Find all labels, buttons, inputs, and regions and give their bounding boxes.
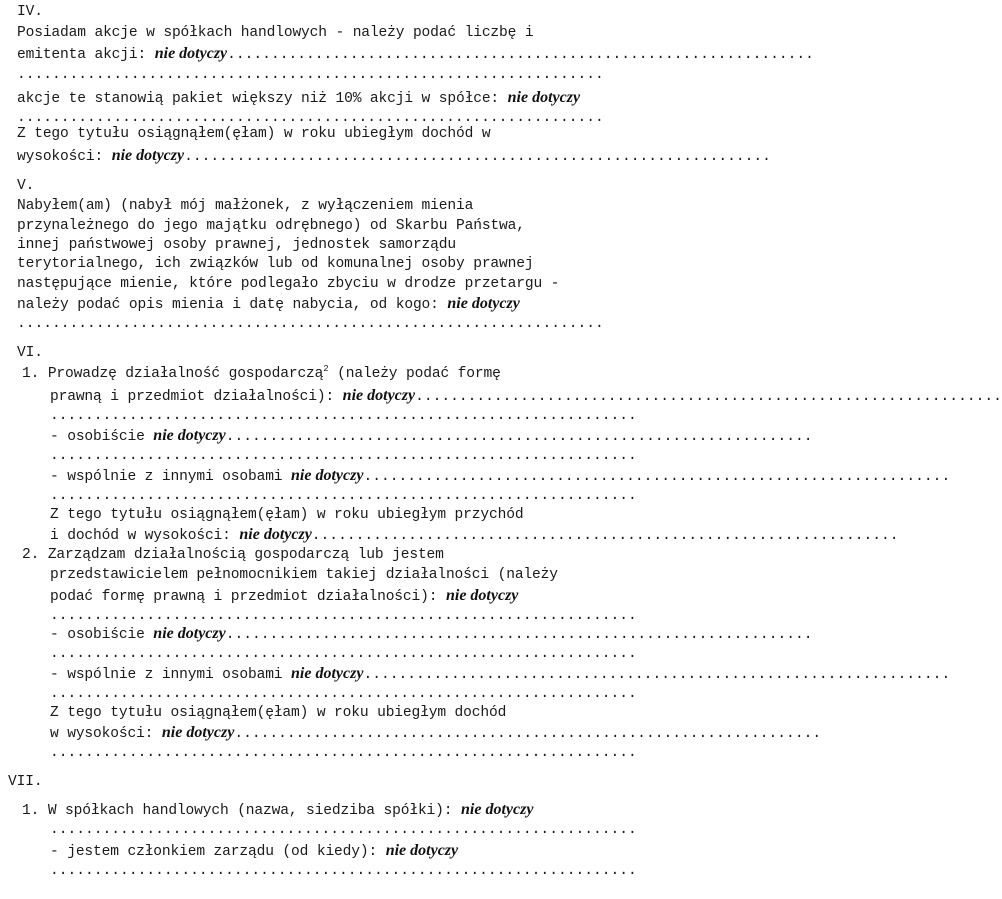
section-vii-line: - jestem członkiem zarządu (od kiedy): nie dotyczy	[50, 842, 459, 860]
dotted-fill-line: ...................................................................	[50, 488, 637, 504]
section-iv-line: Z tego tytułu osiągnąłem(ęłam) w roku ubiegłym dochód w	[17, 126, 491, 142]
section-iv-heading: IV.	[17, 4, 43, 20]
section-iv-line: Posiadam akcje w spółkach handlowych - należy podać liczbę i	[17, 25, 534, 41]
answer-not-applicable: nie dotyczy	[153, 427, 226, 444]
section-vi-line: w wysokości: nie dotyczy...................................................................	[50, 724, 822, 742]
answer-not-applicable: nie dotyczy	[447, 295, 520, 312]
dotted-fill-line: ...................................................................	[50, 822, 637, 838]
answer-not-applicable: nie dotyczy	[153, 625, 226, 642]
section-v-line: terytorialnego, ich związków lub od komunalnej osoby prawnej	[17, 256, 534, 272]
section-vi-line: 2. Zarządzam działalnością gospodarczą lub jestem	[22, 547, 444, 563]
section-vii-line: 1. W spółkach handlowych (nazwa, siedziba spółki): nie dotyczy	[22, 801, 534, 819]
answer-not-applicable: nie dotyczy	[239, 526, 312, 543]
section-vi-line: Z tego tytułu osiągnąłem(ęłam) w roku ubiegłym dochód	[50, 705, 507, 721]
section-v-line: następujące mienie, które podlegało zbyciu w drodze przetargu -	[17, 276, 560, 292]
answer-not-applicable: nie dotyczy	[291, 467, 364, 484]
answer-not-applicable: nie dotyczy	[154, 45, 228, 62]
section-v-line: przynależnego do jego majątku odrębnego) od Skarbu Państwa,	[17, 218, 525, 234]
section-iv-line: wysokości: nie dotyczy...................................................................	[17, 147, 771, 165]
answer-not-applicable: nie dotyczy	[445, 587, 519, 604]
section-vi-line: - wspólnie z innymi osobami nie dotyczy...................................................................	[50, 665, 951, 683]
dotted-fill-line: ...................................................................	[17, 67, 604, 83]
section-v-line: innej państwowej osoby prawnej, jednostek samorządu	[17, 237, 456, 253]
section-vi-line: - osobiście nie dotyczy...................................................................	[50, 427, 813, 445]
answer-not-applicable: nie dotyczy	[291, 665, 364, 682]
dotted-fill-line: ...................................................................	[50, 608, 637, 624]
dotted-fill-line: ...................................................................	[50, 863, 637, 879]
section-vi-line: - osobiście nie dotyczy...................................................................	[50, 625, 813, 643]
section-v-line: Nabyłem(am) (nabył mój małżonek, z wyłączeniem mienia	[17, 198, 474, 214]
section-v-heading: V.	[17, 178, 35, 194]
section-vi-line: i dochód w wysokości: nie dotyczy...................................................................	[50, 526, 899, 544]
section-vii-heading: VII.	[8, 774, 43, 790]
section-vi-line: - wspólnie z innymi osobami nie dotyczy...................................................................	[50, 467, 951, 485]
dotted-fill-line: ...................................................................	[50, 448, 637, 464]
section-iv-line: akcje te stanowią pakiet większy niż 10% akcji w spółce: nie dotyczy	[17, 89, 581, 107]
section-vi-line: 1. Prowadzę działalność gospodarczą$^2$ (należy podać formę	[22, 364, 501, 382]
dotted-fill-line: ...................................................................	[50, 646, 637, 662]
dotted-fill-line: ...................................................................	[50, 745, 637, 761]
dotted-fill-line: ...................................................................	[50, 408, 637, 424]
section-vi-line: prawną i przedmiot działalności): nie dotyczy...................................................................	[50, 387, 1002, 405]
section-iv-line: emitenta akcji: nie dotyczy...................................................................	[17, 45, 814, 63]
answer-not-applicable: nie dotyczy	[385, 842, 459, 859]
dotted-fill-line: ...................................................................	[50, 686, 637, 702]
answer-not-applicable: nie dotyczy	[461, 801, 534, 818]
section-v-line: należy podać opis mienia i datę nabycia, od kogo: nie dotyczy	[17, 295, 520, 313]
dotted-fill-line: ...................................................................	[17, 316, 604, 332]
answer-not-applicable: nie dotyczy	[111, 147, 185, 164]
section-vi-line: Z tego tytułu osiągnąłem(ęłam) w roku ubiegłym przychód	[50, 507, 524, 523]
answer-not-applicable: nie dotyczy	[161, 724, 235, 741]
dotted-fill-line: ...................................................................	[17, 110, 604, 126]
section-vi-line: podać formę prawną i przedmiot działalności): nie dotyczy	[50, 587, 519, 605]
section-vi-line: przedstawicielem pełnomocnikiem takiej działalności (należy	[50, 567, 558, 583]
answer-not-applicable: nie dotyczy	[507, 89, 581, 106]
section-vi-heading: VI.	[17, 345, 43, 361]
answer-not-applicable: nie dotyczy	[342, 387, 416, 404]
